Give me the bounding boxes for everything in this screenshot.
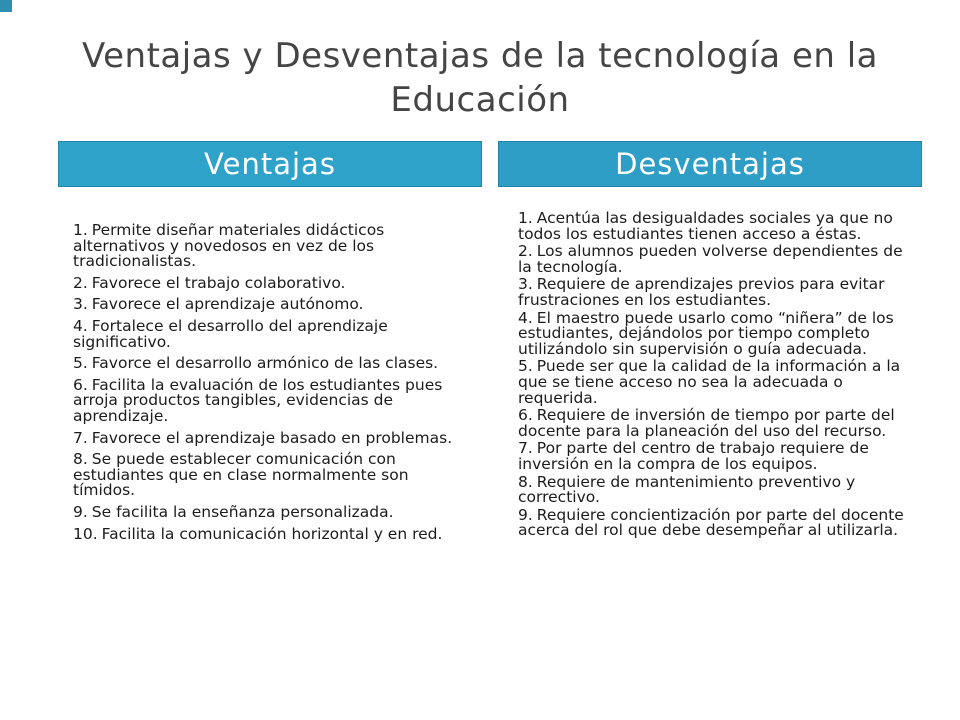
item-number: 2. xyxy=(518,242,533,261)
item-text: Fortalece el desarrollo del aprendizaje significativo. xyxy=(73,316,388,351)
list-item xyxy=(518,244,918,275)
list-item xyxy=(73,297,473,313)
item-number: 8. xyxy=(73,450,88,469)
item-text: Se puede establecer comunicación con estudiantes que en clase normalmente son tímidos. xyxy=(73,450,409,500)
item-text: Favorece el trabajo colaborativo. xyxy=(91,273,346,292)
item-text: Favorce el desarrollo armónico de las clases. xyxy=(91,354,439,373)
list-item xyxy=(73,428,473,447)
item-number: 3. xyxy=(518,275,533,294)
item-number: 4. xyxy=(518,308,533,327)
corner-accent-mark xyxy=(0,0,12,12)
slide-title: Ventajas y Desventajas de la tecnología en la Educación xyxy=(81,36,879,120)
list-item xyxy=(73,356,473,372)
list-item xyxy=(518,277,918,308)
item-text: Requiere concientización por parte del docente acerca del rol que debe desempeñar al utilizarla. xyxy=(518,505,904,540)
item-text: Requiere de inversión de tiempo por parte del docente para la planeación del uso del recurso. xyxy=(518,406,895,440)
item-number: 10. xyxy=(73,524,98,543)
item-text: Puede ser que la calidad de la información a la que se tiene acceso no sea la adecuada o requerida. xyxy=(518,357,901,407)
item-number: 1. xyxy=(73,221,88,239)
item-number: 5. xyxy=(73,354,88,373)
item-text: Acentúa las desigualdades sociales ya que no todos los estudiantes tienen acceso a éstas. xyxy=(518,209,893,243)
item-number: 8. xyxy=(518,472,533,491)
item-text: Favorece el aprendizaje autónomo. xyxy=(91,295,364,314)
list-item xyxy=(518,472,918,507)
list-item xyxy=(518,441,918,472)
item-text: Requiere de aprendizajes previos para evitar frustraciones en los estudiantes. xyxy=(518,275,885,309)
item-number: 2. xyxy=(73,273,88,292)
item-number: 7. xyxy=(73,428,88,447)
item-number: 9. xyxy=(518,505,533,524)
list-item xyxy=(73,316,473,351)
list-item xyxy=(73,452,473,499)
item-text: Facilita la comunicación horizontal y en red. xyxy=(101,524,443,543)
item-text: Facilita la evaluación de los estudiantes pues arroja productos tangibles, evidencias de aprendizaje. xyxy=(73,375,443,425)
list-item xyxy=(518,359,918,406)
desventajas-header: Desventajas xyxy=(498,141,922,187)
desventajas-list xyxy=(518,211,918,541)
list-item xyxy=(73,524,473,543)
list-item xyxy=(73,375,473,425)
list-item xyxy=(518,308,918,358)
item-text: Los alumnos pueden volverse dependientes de la tecnología. xyxy=(518,242,903,276)
list-item xyxy=(518,211,918,242)
item-number: 1. xyxy=(518,209,533,227)
list-item xyxy=(73,223,473,270)
item-number: 3. xyxy=(73,295,88,314)
list-item xyxy=(73,273,473,292)
ventajas-header: Ventajas xyxy=(58,141,482,187)
ventajas-list xyxy=(73,223,473,548)
list-item xyxy=(518,505,918,540)
item-number: 9. xyxy=(73,502,88,521)
item-number: 5. xyxy=(518,357,533,376)
item-text: Permite diseñar materiales didácticos alternativos y novedosos en vez de los tradicionalistas. xyxy=(73,221,385,271)
item-number: 6. xyxy=(518,406,533,425)
list-item xyxy=(518,408,918,439)
item-text: El maestro puede usarlo como “niñera” de los estudiantes, dejándolos por tiempo completo utilizándolo sin supervisión o guía adecuada. xyxy=(518,308,894,358)
item-text: Por parte del centro de trabajo requiere de inversión en la compra de los equipos. xyxy=(518,439,869,473)
item-text: Requiere de mantenimiento preventivo y correctivo. xyxy=(518,472,856,507)
list-item xyxy=(73,502,473,521)
item-number: 6. xyxy=(73,375,88,394)
item-number: 7. xyxy=(518,439,533,458)
item-number: 4. xyxy=(73,316,88,335)
item-text: Se facilita la enseñanza personalizada. xyxy=(91,502,394,521)
item-text: Favorece el aprendizaje basado en problemas. xyxy=(91,428,453,447)
